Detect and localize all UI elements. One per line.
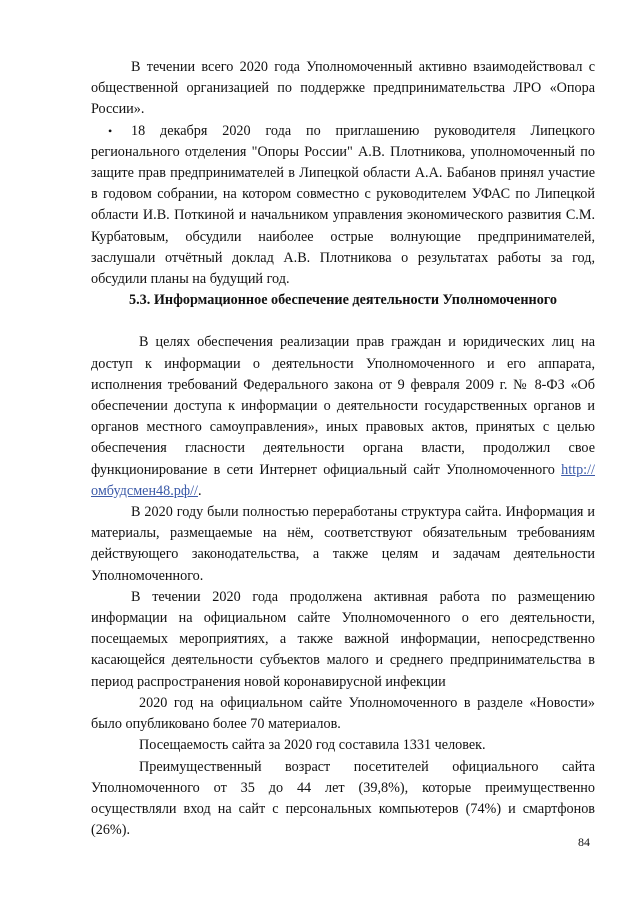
bullet-item-annual-meeting [91, 121, 595, 291]
paragraph-site-traffic: Посещаемость сайта за 2020 год составила 1331 человек. [139, 737, 486, 754]
paragraph-information-access-text: В целях обеспечения реализации прав граждан и юридических лиц на доступ к информации о деятельности Уполномоченного и его аппарата, исполнения требований Федерального закона от 9 февраля 2009 г. № 8-ФЗ «Об обеспечении доступа к информации о деятельности государственных органов и органов местного самоуправления», иных правовых актов, принятых с целью обеспечения гласности деятельности органа власти, продолжил свое функционирование в сети Интернет официальный сайт Уполномоченного [91, 334, 595, 478]
paragraph-site-restructure: В 2020 году были полностью переработаны структура сайта. Информация и материалы, размещаемые на нём, соответствуют обязательным требованиям действующего законодательства, а также целям и задачам деятельности Уполномоченного. [91, 504, 595, 584]
paragraph-information-access [91, 332, 595, 502]
paragraph-opora-cooperation: В течении всего 2020 года Уполномоченный активно взаимодействовал с общественной организацией по поддержке предпринимательства ЛРО «Опора России». [91, 59, 595, 118]
document-page [91, 57, 595, 841]
paragraph-site-publishing: В течении 2020 года продолжена активная работа по размещению информации на официальном сайте Уполномоченного о его деятельности, посещаемых мероприятиях, а также важной информации, непосредственно касающейся деятельности субъектов малого и среднего предпринимательства в период распространения новой коронавирусной инфекции [91, 588, 595, 690]
paragraph-annual-meeting: 18 декабря 2020 года по приглашению руководителя Липецкого регионального отделения "Опоры России" А.В. Плотникова, уполномоченный по защите прав предпринимателей в Липецкой области А.А. Бабанов принял участие в годовом собрании, на котором совместно с руководителем УФАС по Липецкой области И.В. Поткиной и начальником управления экономического развития С.М. Курбатовым, обсудили наиболее острые волнующие предпринимателей, заслушали отчётный доклад А.В. Плотникова о результатах работы за год, обсудили планы на будущий год. [91, 122, 595, 288]
paragraph-news-count: 2020 год на официальном сайте Уполномоченного в разделе «Новости» было опубликовано более 70 материалов. [91, 694, 595, 733]
official-site-link[interactable]: http://омбудсмен48.рф// [91, 461, 595, 499]
paragraph-visitor-age: Преимущественный возраст посетителей официального сайта Уполномоченного от 35 до 44 лет (39,8%), которые преимущественно осуществляли вход на сайт с персональных компьютеров (74%) и смартфонов (26%). [91, 758, 595, 839]
section-heading: 5.3. Информационное обеспечение деятельности Уполномоченного [129, 292, 557, 309]
paragraph-information-access-end: . [197, 482, 202, 499]
page-number: 84 [578, 835, 590, 849]
bullet-icon: • [108, 123, 113, 138]
